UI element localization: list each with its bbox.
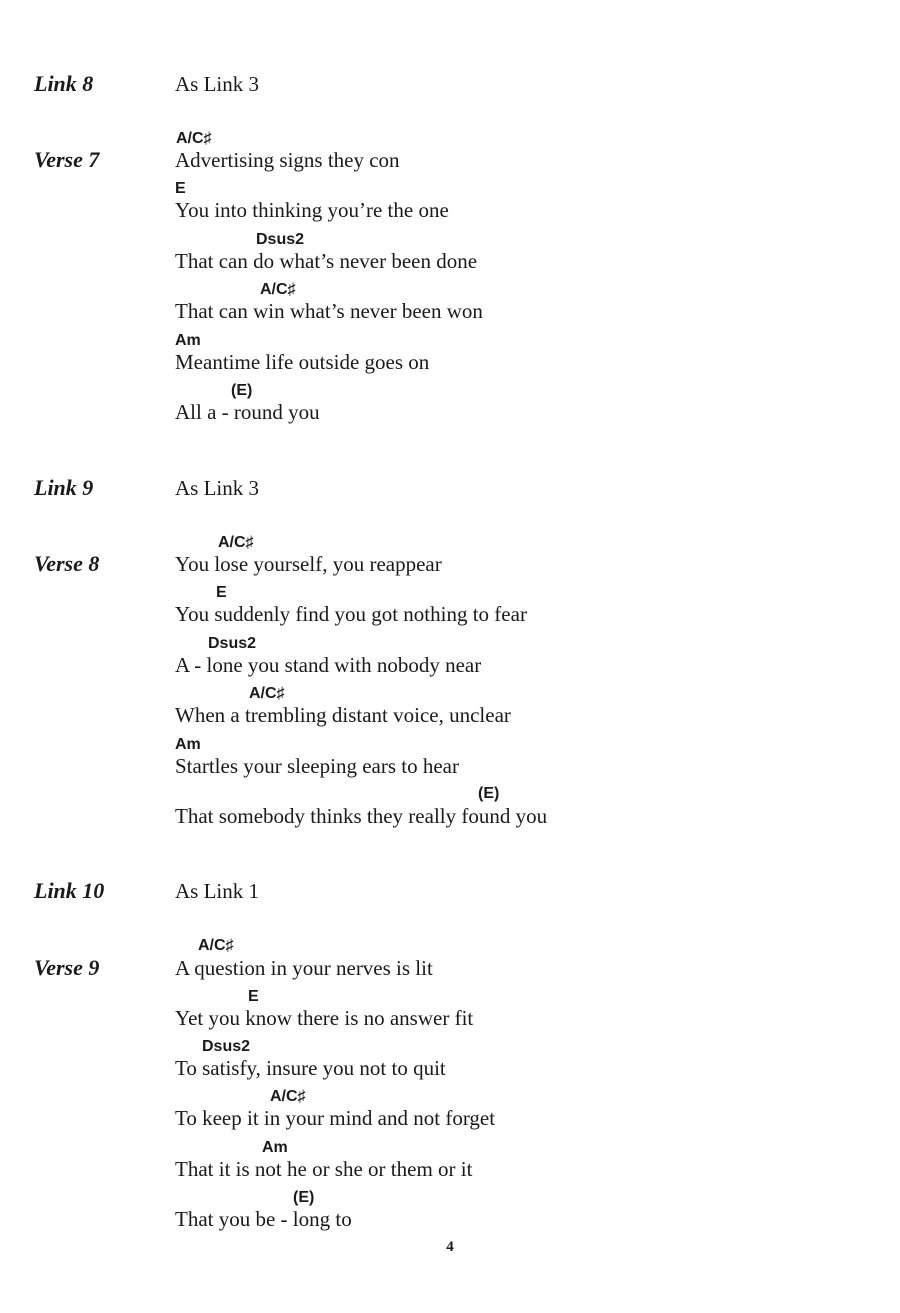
chord: A/C♯ <box>176 130 212 147</box>
section-label-verse-9: Verse 9 <box>34 955 100 980</box>
chord: (E) <box>293 1189 315 1206</box>
lyric-line: A - lone you stand with nobody near <box>175 653 482 677</box>
chord: E <box>248 988 259 1005</box>
chord: (E) <box>231 382 253 399</box>
chord: Dsus2 <box>202 1038 251 1055</box>
chord: Dsus2 <box>208 635 257 652</box>
lyric-line: You suddenly find you got nothing to fear <box>175 602 527 626</box>
section-label-link-9: Link 9 <box>34 475 94 500</box>
lyric-line: A question in your nerves is lit <box>175 956 433 980</box>
lyric-line: That can do what’s never been done <box>175 249 478 273</box>
chord: A/C♯ <box>249 685 285 702</box>
chord: A/C♯ <box>218 534 254 551</box>
chord: Am <box>175 736 201 753</box>
lyric-line: That you be - long to <box>175 1207 352 1231</box>
lyric-line: That somebody thinks they really found you <box>175 804 548 828</box>
section-label-verse-8: Verse 8 <box>34 551 100 576</box>
lyric-line: That can win what’s never been won <box>175 299 483 323</box>
chord: A/C♯ <box>270 1088 306 1105</box>
chord: Am <box>175 332 201 349</box>
page-number: 4 <box>446 1239 454 1255</box>
link-8-instruction: As Link 3 <box>175 72 259 96</box>
lyric-line: To keep it in your mind and not forget <box>175 1106 496 1130</box>
lyric-line: That it is not he or she or them or it <box>175 1157 473 1181</box>
lyric-line: Startles your sleeping ears to hear <box>175 754 459 778</box>
lyric-line: All a - round you <box>175 400 320 424</box>
lyric-line: When a trembling distant voice, unclear <box>175 703 511 727</box>
section-label-link-8: Link 8 <box>34 71 94 96</box>
chord: Dsus2 <box>256 231 305 248</box>
link-10-instruction: As Link 1 <box>175 879 259 903</box>
lyric-line: You lose yourself, you reappear <box>175 552 442 576</box>
link-9-instruction: As Link 3 <box>175 476 259 500</box>
chord: Am <box>262 1139 288 1156</box>
chord: A/C♯ <box>198 937 234 954</box>
section-label-link-10: Link 10 <box>34 878 105 903</box>
lyric-line: Yet you know there is no answer fit <box>175 1006 474 1030</box>
lyric-line: To satisfy, insure you not to quit <box>175 1056 446 1080</box>
lyric-line: Advertising signs they con <box>175 148 400 172</box>
chord: A/C♯ <box>260 281 296 298</box>
lyric-line: You into thinking you’re the one <box>175 198 449 222</box>
lyric-line: Meantime life outside goes on <box>175 350 430 374</box>
chord: E <box>216 584 227 601</box>
chord: E <box>175 180 186 197</box>
chord: (E) <box>478 785 500 802</box>
section-label-verse-7: Verse 7 <box>34 147 100 172</box>
